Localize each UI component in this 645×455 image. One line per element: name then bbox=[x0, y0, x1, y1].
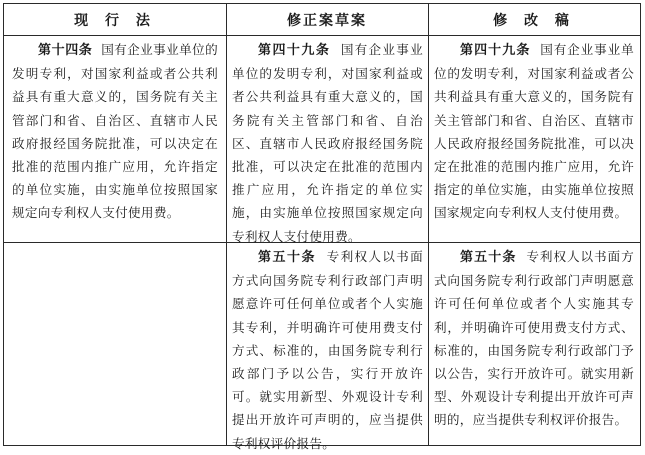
draft-amendment-article-50 bbox=[232, 245, 423, 455]
revised-draft-article-49 bbox=[434, 38, 634, 225]
article-number: 第四十九条 bbox=[460, 43, 531, 58]
article-number: 第四十九条 bbox=[258, 43, 331, 58]
current-law-article-14 bbox=[12, 38, 218, 225]
header-current-law: 现 行 法 bbox=[74, 12, 156, 29]
header-draft-amendment: 修正案草案 bbox=[287, 12, 367, 29]
header-divider bbox=[4, 35, 640, 36]
article-text: 国有企业事业单位的发明专利，对国家利益或者公共利益具有重大意义的，国务院有关主管部门和省、自治区、直辖市人民政府报经国务院批准，可以决定在批准的范围内推广应用，允许指定的单位实施，由实施单位按照国家规定向专利权人支付使用费。 bbox=[12, 42, 218, 221]
article-number: 第十四条 bbox=[38, 43, 93, 58]
header-revised-draft: 修 改 稿 bbox=[493, 12, 575, 29]
article-text: 专利权人以书面方式向国务院专利行政部门声明愿意许可任何单位或者个人实施其专利，并明确许可使用费支付方式、标准的，由国务院专利行政部门予以公告，实行开放许可。就实用新型、外观设计专利提出开放许可声明的，应当提供专利权评价报告。 bbox=[232, 249, 423, 451]
column-divider-2 bbox=[428, 4, 429, 445]
column-divider-1 bbox=[226, 4, 227, 445]
draft-amendment-article-49 bbox=[232, 38, 423, 248]
article-number: 第五十条 bbox=[258, 250, 317, 265]
article-number: 第五十条 bbox=[460, 250, 517, 265]
comparison-table bbox=[3, 3, 641, 451]
article-text: 国有企业事业单位的发明专利，对国家利益或者公共利益具有重大意义的，国务院有关主管部门和省、自治区、直辖市人民政府报经国务院批准，可以决定在批准的范围内推广应用，允许指定的单位实施，由实施单位按照国家规定向专利权人支付使用费。 bbox=[434, 42, 634, 221]
article-text: 国有企业事业单位的发明专利，对国家利益或者公共利益具有重大意义的，国务院有关主管部门和省、自治区、直辖市人民政府报经国务院批准，可以决定在批准的范围内推广应用，允许指定的单位实施，由实施单位按照国家规定向专利权人支付使用费。 bbox=[232, 42, 423, 244]
article-text: 专利权人以书面方式向国务院专利行政部门声明愿意许可任何单位或者个人实施其专利，并明确许可使用费支付方式、标准的，由国务院专利行政部门予以公告，实行开放许可。就实用新型、外观设计专利提出开放许可声明的，应当提供专利权评价报告。 bbox=[434, 249, 634, 428]
revised-draft-article-50 bbox=[434, 245, 634, 432]
